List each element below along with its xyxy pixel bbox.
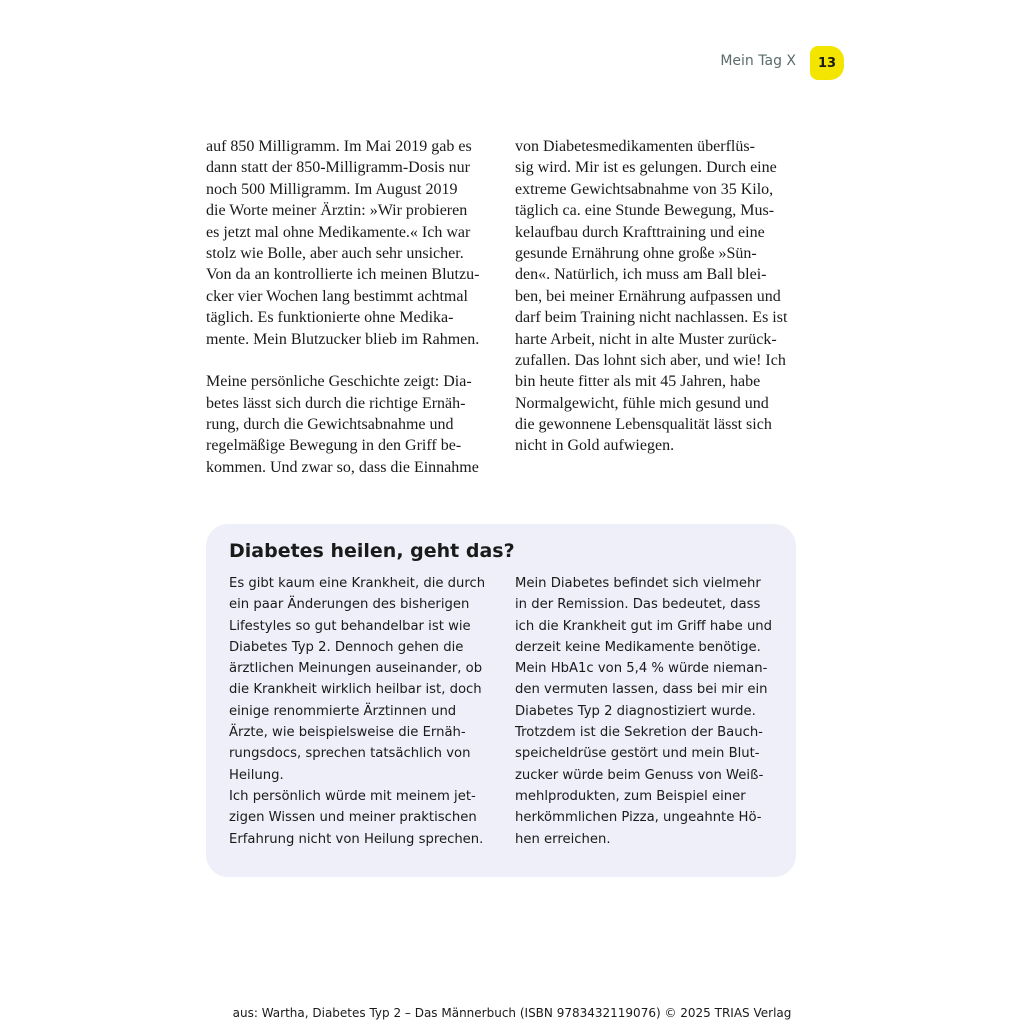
text-line: ein paar Änderungen des bisherigen <box>229 597 470 613</box>
text-line: von Diabetesmedikamenten überflüs- <box>515 138 755 155</box>
text-line: darf beim Training nicht nachlassen. Es ist <box>515 309 788 327</box>
text-line: Normalgewicht, fühle mich gesund und <box>515 394 769 412</box>
text-line: nicht in Gold aufwiegen. <box>515 437 675 455</box>
text-line: die Worte meiner Ärztin: »Wir probieren <box>206 202 468 220</box>
text-line: Diabetes Typ 2. Dennoch gehen die <box>229 639 464 655</box>
body-text-right-column <box>515 136 805 457</box>
text-line: Diabetes Typ 2 diagnostiziert wurde. <box>515 703 756 719</box>
text-line: herkömmlichen Pizza, ungeahnte Hö- <box>515 810 762 826</box>
body-text-left-column <box>206 136 496 478</box>
text-line: ich die Krankheit gut im Griff habe und <box>515 618 773 634</box>
info-box-title: Diabetes heilen, geht das? <box>229 540 515 562</box>
text-line: täglich ca. eine Stunde Bewegung, Mus- <box>515 202 775 220</box>
text-line: stolz wie Bolle, aber auch sehr unsicher. <box>206 244 464 262</box>
text-line: den vermuten lassen, dass bei mir ein <box>515 682 768 698</box>
text-line: die Krankheit wirklich heilbar ist, doch <box>229 682 482 698</box>
text-line: kommen. Und zwar so, dass die Einnahme <box>206 458 479 476</box>
running-header-title: Mein Tag X <box>720 53 796 69</box>
text-line: Meine persönliche Geschichte zeigt: Dia- <box>206 373 472 391</box>
text-line: speicheldrüse gestört und mein Blut- <box>515 746 760 762</box>
text-line: Mein HbA1c von 5,4 % würde nieman- <box>515 661 768 677</box>
text-line: Mein Diabetes befindet sich vielmehr <box>515 576 761 591</box>
text-line: Erfahrung nicht von Heilung sprechen. <box>229 831 484 847</box>
text-line: mente. Mein Blutzucker blieb im Rahmen. <box>206 330 480 348</box>
text-line: derzeit keine Medikamente benötige. <box>515 639 761 655</box>
text-line: Lifestyles so gut behandelbar ist wie <box>229 618 471 634</box>
text-line: sig wird. Mir ist es gelungen. Durch eine <box>515 159 777 177</box>
text-line: die gewonnene Lebensqualität lässt sich <box>515 416 772 434</box>
text-line: ärztlichen Meinungen auseinander, ob <box>229 661 483 677</box>
text-line: extreme Gewichtsabnahme von 35 Kilo, <box>515 180 774 198</box>
text-line: bin heute fitter als mit 45 Jahren, habe <box>515 373 761 391</box>
text-line: zufallen. Das lohnt sich aber, und wie! Ich <box>515 351 786 369</box>
text-line: betes lässt sich durch die richtige Ernäh- <box>206 394 466 412</box>
text-line: täglich. Es funktionierte ohne Medika- <box>206 309 454 327</box>
info-box-left-column <box>229 573 499 850</box>
paragraph-gap <box>206 350 496 371</box>
text-line: rungsdocs, sprechen tatsächlich von <box>229 746 471 762</box>
text-line: zigen Wissen und meiner praktischen <box>229 810 477 826</box>
text-line: Heilung. <box>229 767 284 783</box>
source-footer: aus: Wartha, Diabetes Typ 2 – Das Männerbuch (ISBN 9783432119076) © 2025 TRIAS Verlag <box>232 1006 792 1020</box>
text-line: hen erreichen. <box>515 831 611 847</box>
text-line: auf 850 Milligramm. Im Mai 2019 gab es <box>206 138 472 155</box>
text-line: gesunde Ernährung ohne große »Sün- <box>515 244 757 262</box>
page-number: 13 <box>817 55 837 71</box>
text-line: den«. Natürlich, ich muss am Ball blei- <box>515 266 767 284</box>
text-line: cker vier Wochen lang bestimmt achtmal <box>206 287 468 305</box>
text-line: noch 500 Milligramm. Im August 2019 <box>206 180 458 198</box>
text-line: Es gibt kaum eine Krankheit, die durch <box>229 576 486 591</box>
text-line: mehlprodukten, zum Beispiel einer <box>515 788 746 804</box>
text-line: dann statt der 850-Milligramm-Dosis nur <box>206 159 470 177</box>
text-line: kelaufbau durch Krafttraining und eine <box>515 223 765 241</box>
text-line: einige renommierte Ärztinnen und <box>229 703 457 719</box>
text-line: zucker würde beim Genuss von Weiß- <box>515 767 764 783</box>
text-line: Von da an kontrollierte ich meinen Blutzu- <box>206 266 480 284</box>
text-line: regelmäßige Bewegung in den Griff be- <box>206 437 462 455</box>
text-line: Ärzte, wie beispielsweise die Ernäh- <box>229 725 466 741</box>
page-number-badge <box>810 46 844 80</box>
text-line: rung, durch die Gewichtsabnahme und <box>206 416 454 434</box>
text-line: in der Remission. Das bedeutet, dass <box>515 597 761 613</box>
text-line: Ich persönlich würde mit meinem jet- <box>229 788 476 804</box>
text-line: ben, bei meiner Ernährung aufpassen und <box>515 287 781 305</box>
info-box-right-column <box>515 573 785 850</box>
text-line: Trotzdem ist die Sekretion der Bauch- <box>515 725 763 741</box>
text-line: harte Arbeit, nicht in alte Muster zurück- <box>515 330 777 348</box>
text-line: es jetzt mal ohne Medikamente.« Ich war <box>206 223 471 241</box>
